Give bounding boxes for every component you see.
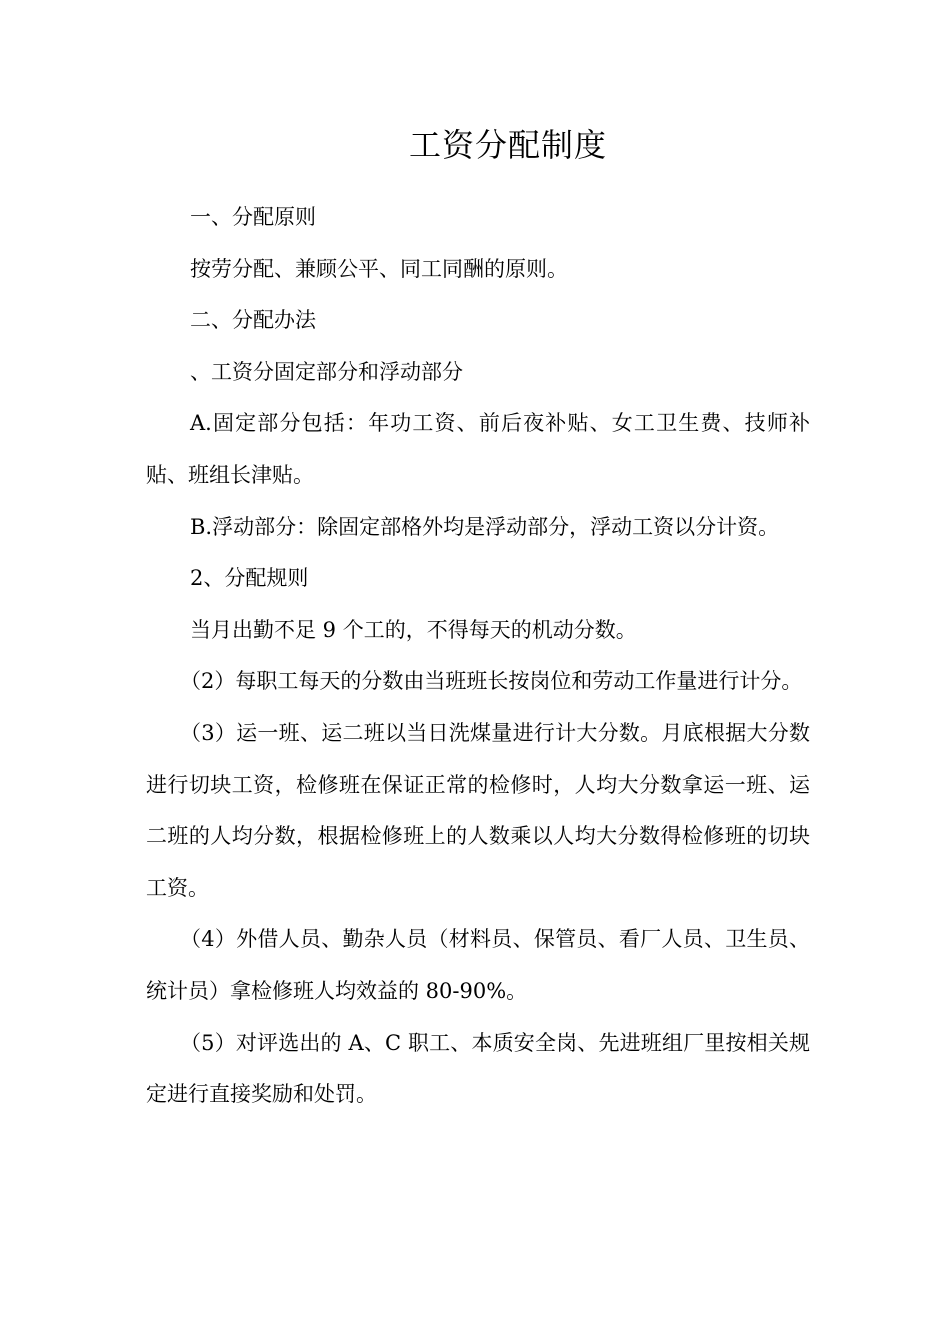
paragraph-rule-3: （3）运一班、运二班以当日洗煤量进行计大分数。月底根据大分数进行切块工资，检修班在保证正常的检修时，人均大分数拿运一班、运二班的人均分数，根据检修班上的人数乘以人均大分数得检修班的切块工资。 xyxy=(146,720,810,900)
paragraph-fixed-part: A.固定部分包括：年功工资、前后夜补贴、女工卫生费、技师补贴、班组长津贴。 xyxy=(146,411,810,487)
paragraph-rule-1: 当月出勤不足 9 个工的，不得每天的机动分数。 xyxy=(190,617,637,642)
paragraph-principle: 按劳分配、兼顾公平、同工同酬的原则。 xyxy=(190,256,568,281)
document-body xyxy=(146,192,810,1121)
section-heading-principle: 一、分配原则 xyxy=(190,205,316,229)
paragraph-rule-4: （4）外借人员、勤杂人员（材料员、保管员、看厂人员、卫生员、统计员）拿检修班人均效益的 80-90%。 xyxy=(146,927,810,1003)
document-title: 工资分配制度 xyxy=(408,126,607,164)
paragraph-rule-5: （5）对评选出的 A、C 职工、本质安全岗、先进班组厂里按相关规定进行直接奖励和处罚。 xyxy=(146,1030,810,1107)
paragraph-floating-part: B.浮动部分：除固定部格外均是浮动部分，浮动工资以分计资。 xyxy=(190,514,780,539)
section-heading-method: 二、分配办法 xyxy=(190,308,316,333)
section-heading-rules: 2、分配规则 xyxy=(190,566,309,591)
paragraph-wage-parts: 、工资分固定部分和浮动部分 xyxy=(190,359,463,384)
paragraph-rule-2: （2）每职工每天的分数由当班班长按岗位和劳动工作量进行计分。 xyxy=(180,669,803,694)
